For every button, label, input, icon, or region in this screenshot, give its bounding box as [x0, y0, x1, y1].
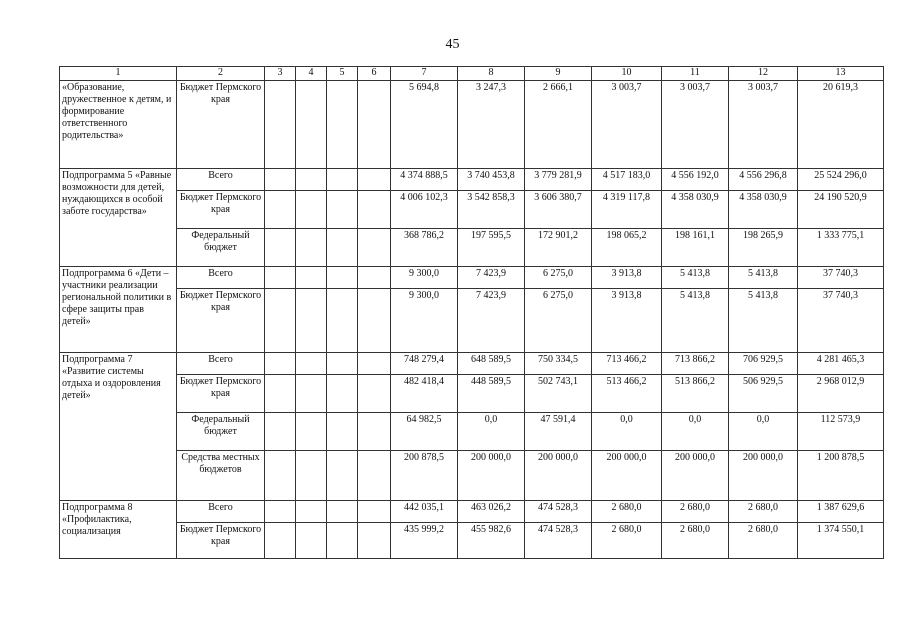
value-cell: 506 929,5	[729, 375, 798, 413]
empty-cell	[358, 501, 391, 523]
header-row	[60, 67, 884, 81]
table-row	[60, 523, 884, 559]
empty-cell	[358, 169, 391, 191]
empty-cell	[265, 413, 296, 451]
value-cell: 3 247,3	[458, 81, 525, 169]
empty-cell	[265, 523, 296, 559]
value-cell: 502 743,1	[525, 375, 592, 413]
value-cell: 198 065,2	[592, 229, 662, 267]
empty-cell	[265, 375, 296, 413]
empty-cell	[265, 81, 296, 169]
value-cell: 474 528,3	[525, 523, 592, 559]
value-cell: 3 913,8	[592, 289, 662, 353]
value-cell: 2 680,0	[729, 523, 798, 559]
empty-cell	[327, 523, 358, 559]
value-cell: 2 680,0	[662, 501, 729, 523]
empty-cell	[327, 353, 358, 375]
value-cell: 3 003,7	[662, 81, 729, 169]
value-cell: 2 680,0	[592, 523, 662, 559]
funding-source-cell: Бюджет Пермского края	[177, 523, 265, 559]
column-header: 6	[358, 67, 391, 81]
funding-source-cell: Средства местных бюджетов	[177, 451, 265, 501]
value-cell: 4 358 030,9	[662, 191, 729, 229]
value-cell: 3 913,8	[592, 267, 662, 289]
empty-cell	[327, 229, 358, 267]
value-cell: 2 680,0	[662, 523, 729, 559]
value-cell: 1 333 775,1	[798, 229, 884, 267]
table-row	[60, 451, 884, 501]
program-cell: Подпрограмма 8 «Профилактика, социализация	[60, 501, 177, 559]
column-header: 9	[525, 67, 592, 81]
empty-cell	[265, 451, 296, 501]
empty-cell	[327, 501, 358, 523]
value-cell: 64 982,5	[391, 413, 458, 451]
value-cell: 197 595,5	[458, 229, 525, 267]
empty-cell	[327, 413, 358, 451]
value-cell: 648 589,5	[458, 353, 525, 375]
value-cell: 6 275,0	[525, 267, 592, 289]
column-header: 3	[265, 67, 296, 81]
value-cell: 4 374 888,5	[391, 169, 458, 191]
value-cell: 5 694,8	[391, 81, 458, 169]
value-cell: 513 466,2	[592, 375, 662, 413]
empty-cell	[265, 169, 296, 191]
empty-cell	[358, 191, 391, 229]
column-header: 13	[798, 67, 884, 81]
value-cell: 3 003,7	[592, 81, 662, 169]
empty-cell	[265, 501, 296, 523]
table-row	[60, 229, 884, 267]
value-cell: 3 542 858,3	[458, 191, 525, 229]
value-cell: 455 982,6	[458, 523, 525, 559]
value-cell: 6 275,0	[525, 289, 592, 353]
empty-cell	[296, 413, 327, 451]
empty-cell	[296, 353, 327, 375]
table-row	[60, 289, 884, 353]
value-cell: 435 999,2	[391, 523, 458, 559]
empty-cell	[358, 353, 391, 375]
empty-cell	[358, 267, 391, 289]
value-cell: 713 466,2	[592, 353, 662, 375]
empty-cell	[296, 289, 327, 353]
value-cell: 4 556 296,8	[729, 169, 798, 191]
funding-source-cell: Бюджет Пермского края	[177, 81, 265, 169]
value-cell: 4 517 183,0	[592, 169, 662, 191]
empty-cell	[296, 501, 327, 523]
empty-cell	[327, 191, 358, 229]
empty-cell	[358, 229, 391, 267]
value-cell: 748 279,4	[391, 353, 458, 375]
empty-cell	[358, 451, 391, 501]
value-cell: 9 300,0	[391, 267, 458, 289]
value-cell: 7 423,9	[458, 267, 525, 289]
column-header: 11	[662, 67, 729, 81]
column-header: 8	[458, 67, 525, 81]
value-cell: 24 190 520,9	[798, 191, 884, 229]
value-cell: 4 281 465,3	[798, 353, 884, 375]
value-cell: 713 866,2	[662, 353, 729, 375]
table-row	[60, 191, 884, 229]
empty-cell	[265, 353, 296, 375]
column-header: 4	[296, 67, 327, 81]
empty-cell	[265, 289, 296, 353]
value-cell: 706 929,5	[729, 353, 798, 375]
program-cell: Подпрограмма 6 «Дети – участники реализации региональной политики в сфере защиты прав детей»	[60, 267, 177, 353]
empty-cell	[358, 81, 391, 169]
value-cell: 5 413,8	[662, 267, 729, 289]
table-row	[60, 353, 884, 375]
value-cell: 0,0	[458, 413, 525, 451]
value-cell: 37 740,3	[798, 289, 884, 353]
funding-source-cell: Бюджет Пермского края	[177, 191, 265, 229]
value-cell: 200 000,0	[729, 451, 798, 501]
empty-cell	[265, 229, 296, 267]
value-cell: 5 413,8	[662, 289, 729, 353]
value-cell: 2 680,0	[729, 501, 798, 523]
value-cell: 198 265,9	[729, 229, 798, 267]
empty-cell	[327, 81, 358, 169]
funding-source-cell: Федеральный бюджет	[177, 229, 265, 267]
value-cell: 37 740,3	[798, 267, 884, 289]
empty-cell	[296, 523, 327, 559]
funding-source-cell: Всего	[177, 169, 265, 191]
program-cell: Подпрограмма 7 «Развитие системы отдыха и оздоровления детей»	[60, 353, 177, 501]
empty-cell	[296, 81, 327, 169]
empty-cell	[327, 289, 358, 353]
empty-cell	[327, 169, 358, 191]
value-cell: 482 418,4	[391, 375, 458, 413]
empty-cell	[358, 375, 391, 413]
value-cell: 368 786,2	[391, 229, 458, 267]
value-cell: 200 000,0	[458, 451, 525, 501]
empty-cell	[296, 451, 327, 501]
value-cell: 2 666,1	[525, 81, 592, 169]
value-cell: 20 619,3	[798, 81, 884, 169]
value-cell: 2 680,0	[592, 501, 662, 523]
empty-cell	[265, 267, 296, 289]
value-cell: 25 524 296,0	[798, 169, 884, 191]
value-cell: 4 319 117,8	[592, 191, 662, 229]
value-cell: 442 035,1	[391, 501, 458, 523]
value-cell: 513 866,2	[662, 375, 729, 413]
program-cell: Подпрограмма 5 «Равные возможности для детей, нуждающихся в особой заботе государства»	[60, 169, 177, 267]
program-cell: «Образование, дружественное к детям, и формирование ответственного родительства»	[60, 81, 177, 169]
value-cell: 4 556 192,0	[662, 169, 729, 191]
value-cell: 4 358 030,9	[729, 191, 798, 229]
column-header: 12	[729, 67, 798, 81]
value-cell: 112 573,9	[798, 413, 884, 451]
value-cell: 172 901,2	[525, 229, 592, 267]
table-row	[60, 169, 884, 191]
table-row	[60, 375, 884, 413]
empty-cell	[296, 191, 327, 229]
value-cell: 200 878,5	[391, 451, 458, 501]
funding-source-cell: Бюджет Пермского края	[177, 375, 265, 413]
column-header: 1	[60, 67, 177, 81]
value-cell: 5 413,8	[729, 289, 798, 353]
value-cell: 2 968 012,9	[798, 375, 884, 413]
empty-cell	[296, 267, 327, 289]
value-cell: 1 387 629,6	[798, 501, 884, 523]
value-cell: 9 300,0	[391, 289, 458, 353]
empty-cell	[296, 169, 327, 191]
empty-cell	[327, 375, 358, 413]
value-cell: 448 589,5	[458, 375, 525, 413]
value-cell: 3 740 453,8	[458, 169, 525, 191]
value-cell: 3 606 380,7	[525, 191, 592, 229]
budget-table	[59, 66, 884, 559]
empty-cell	[358, 523, 391, 559]
value-cell: 7 423,9	[458, 289, 525, 353]
column-header: 2	[177, 67, 265, 81]
value-cell: 200 000,0	[662, 451, 729, 501]
empty-cell	[296, 229, 327, 267]
value-cell: 200 000,0	[525, 451, 592, 501]
value-cell: 3 003,7	[729, 81, 798, 169]
value-cell: 0,0	[729, 413, 798, 451]
value-cell: 3 779 281,9	[525, 169, 592, 191]
value-cell: 463 026,2	[458, 501, 525, 523]
value-cell: 1 200 878,5	[798, 451, 884, 501]
value-cell: 0,0	[662, 413, 729, 451]
table-row	[60, 81, 884, 169]
table-row	[60, 267, 884, 289]
empty-cell	[265, 191, 296, 229]
page-number: 45	[445, 37, 460, 52]
empty-cell	[358, 413, 391, 451]
funding-source-cell: Федеральный бюджет	[177, 413, 265, 451]
funding-source-cell: Всего	[177, 267, 265, 289]
value-cell: 474 528,3	[525, 501, 592, 523]
value-cell: 4 006 102,3	[391, 191, 458, 229]
value-cell: 1 374 550,1	[798, 523, 884, 559]
table-row	[60, 501, 884, 523]
value-cell: 0,0	[592, 413, 662, 451]
value-cell: 198 161,1	[662, 229, 729, 267]
value-cell: 47 591,4	[525, 413, 592, 451]
funding-source-cell: Бюджет Пермского края	[177, 289, 265, 353]
column-header: 10	[592, 67, 662, 81]
value-cell: 5 413,8	[729, 267, 798, 289]
empty-cell	[327, 451, 358, 501]
funding-source-cell: Всего	[177, 501, 265, 523]
funding-source-cell: Всего	[177, 353, 265, 375]
value-cell: 750 334,5	[525, 353, 592, 375]
table-row	[60, 413, 884, 451]
column-header: 5	[327, 67, 358, 81]
value-cell: 200 000,0	[592, 451, 662, 501]
column-header: 7	[391, 67, 458, 81]
empty-cell	[358, 289, 391, 353]
empty-cell	[327, 267, 358, 289]
empty-cell	[296, 375, 327, 413]
